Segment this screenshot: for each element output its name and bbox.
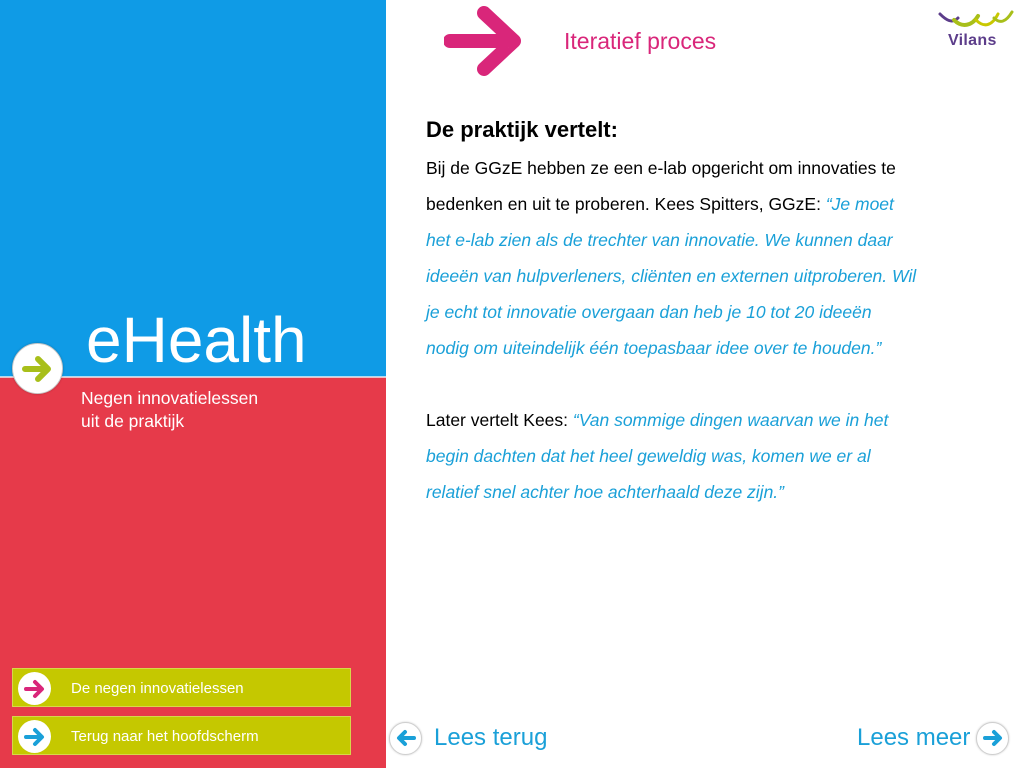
- quote-text: het e-lab zien als de trechter van innovatie. We kunnen daar: [426, 230, 893, 250]
- section-title: Iteratief proces: [564, 28, 717, 54]
- arrow-right-icon: [22, 724, 48, 750]
- plain-text: Later vertelt Kees:: [426, 410, 573, 430]
- quote-text: relatief snel achter hoe achterhaald deze zijn.”: [426, 482, 784, 502]
- arrow-right-icon: [19, 350, 57, 388]
- read-back-label: Lees terug: [434, 724, 548, 751]
- content-heading: De praktijk vertelt:: [426, 117, 618, 142]
- read-more-icon-circle: [976, 722, 1009, 755]
- back-to-home-button[interactable]: [12, 716, 351, 755]
- app-subtitle-line-2: uit de praktijk: [81, 411, 185, 431]
- arrow-left-icon: [394, 726, 418, 750]
- paragraph-1-line: [426, 150, 996, 186]
- nine-lessons-button[interactable]: [12, 668, 351, 707]
- nine-lessons-label: De negen innovatielessen: [71, 680, 244, 697]
- header-arrow-icon: [444, 4, 528, 76]
- paragraph-2-line: [426, 438, 996, 474]
- read-more-label: Lees meer: [857, 724, 971, 751]
- quote-text: “Je moet: [825, 194, 894, 214]
- main-arrow-button[interactable]: [12, 343, 63, 394]
- app-title: eHealth: [86, 304, 307, 376]
- quote-text: nodig om uiteindelijk één toepasbaar idee over te houden.”: [426, 338, 882, 358]
- paragraph-1-line: [426, 186, 996, 222]
- paragraph-2: [426, 402, 996, 510]
- sidebar-bottom-panel: [0, 377, 386, 768]
- content-area: [426, 114, 996, 510]
- read-back-button[interactable]: [389, 718, 547, 758]
- quote-text: je echt tot innovatie overgaan dan heb je 10 tot 20 ideeën: [426, 302, 872, 322]
- paragraph-2-line: [426, 402, 996, 438]
- paragraph-1: [426, 150, 996, 366]
- back-to-home-label: Terug naar het hoofdscherm: [71, 728, 259, 745]
- quote-text: ideeën van hulpverleners, cliënten en externen uitproberen. Wil: [426, 266, 917, 286]
- read-more-button[interactable]: [857, 718, 1009, 758]
- paragraph-gap: [426, 366, 996, 402]
- quote-text: “Van sommige dingen waarvan we in het: [572, 410, 889, 430]
- back-to-home-icon-circle: [18, 720, 51, 753]
- quote-text: begin dachten dat het heel geweldig was, komen we er al: [426, 446, 871, 466]
- app-subtitle-line-1: Negen innovatielessen: [81, 388, 259, 408]
- paragraph-1-line: [426, 222, 996, 258]
- app-subtitle: [81, 387, 361, 433]
- plain-text: Bij de GGzE hebben ze een e-lab opgericht om innovaties te: [426, 158, 896, 178]
- paragraph-2-line: [426, 474, 996, 510]
- plain-text: bedenken en uit te proberen. Kees Spitters, GGzE:: [426, 194, 826, 214]
- paragraph-1-line: [426, 294, 996, 330]
- paragraph-1-line: [426, 330, 996, 366]
- nine-lessons-icon-circle: [18, 672, 51, 705]
- arrow-right-icon: [22, 676, 48, 702]
- read-back-icon-circle: [389, 722, 422, 755]
- arrow-right-icon: [981, 726, 1005, 750]
- vilans-logo-text: Vilans: [948, 32, 997, 49]
- paragraph-1-line: [426, 258, 996, 294]
